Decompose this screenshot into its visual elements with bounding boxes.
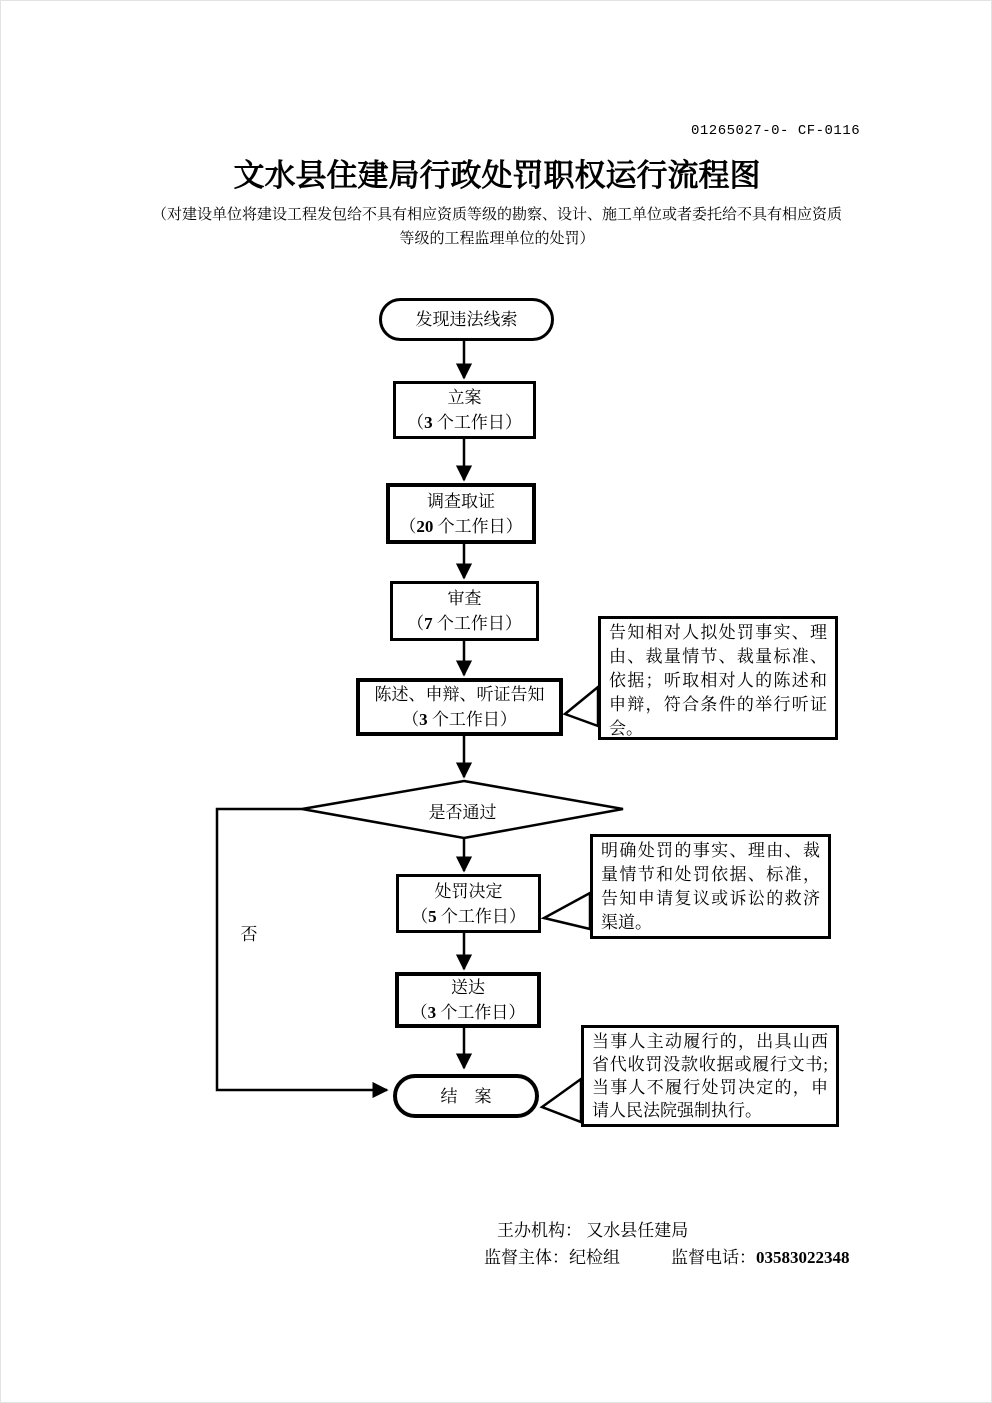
end-terminator bbox=[393, 1074, 539, 1118]
end-label: 结 案 bbox=[440, 1086, 492, 1106]
duration-close: 个工作日） bbox=[433, 516, 523, 536]
duration-open: （ bbox=[410, 1003, 428, 1022]
step-statement-notice-label: 陈述、申辩、听证告知 bbox=[374, 685, 545, 704]
page-title: 文水县住建局行政处罚职权运行流程图 bbox=[233, 158, 761, 193]
duration-open: （ bbox=[411, 906, 429, 926]
note-penalty-callout bbox=[590, 834, 831, 939]
callout-wedge-1 bbox=[565, 687, 598, 726]
step-investigation-duration bbox=[399, 514, 522, 539]
step-penalty-decision-label: 处罚决定 bbox=[434, 881, 503, 901]
start-label: 发现违法线索 bbox=[415, 310, 518, 329]
step-statement-notice-duration bbox=[402, 707, 517, 732]
duration-close: 个工作日） bbox=[432, 614, 522, 633]
duration-open: （ bbox=[407, 413, 425, 432]
decision-diamond-label: 是否通过 bbox=[428, 802, 497, 822]
note-closing-text: 当事人主动履行的，出具山西省代收罚没款收据或履行文书;当事人不履行处罚决定的，申请人民法院强制执行。 bbox=[592, 1032, 828, 1120]
step-penalty-decision-duration bbox=[411, 904, 526, 929]
duration-close: 个工作日） bbox=[432, 413, 522, 432]
note-closing-callout bbox=[581, 1025, 839, 1127]
step-review bbox=[390, 581, 539, 641]
duration-open: （ bbox=[407, 614, 425, 633]
note-penalty-text: 明确处罚的事实、理由、裁量情节和处罚依据、标准，告知申请复议或诉讼的救济渠道。 bbox=[601, 841, 820, 932]
duration-open: （ bbox=[399, 516, 417, 536]
step-delivery-label: 送达 bbox=[451, 978, 485, 997]
step-delivery bbox=[395, 972, 541, 1028]
step-penalty-decision bbox=[396, 874, 541, 933]
note-statement-text: 告知相对人拟处罚事实、理由、裁量情节、裁量标准、依据；听取相对人的陈述和申辩，符合条件的举行听证会。 bbox=[609, 623, 827, 738]
duration-open: （ bbox=[402, 710, 420, 729]
step-filing-duration bbox=[407, 410, 522, 435]
start-terminator bbox=[379, 298, 554, 341]
duration-days: 3 bbox=[419, 710, 428, 729]
duration-close: 个工作日） bbox=[436, 906, 526, 926]
step-investigation bbox=[386, 483, 536, 544]
duration-days: 5 bbox=[428, 906, 437, 926]
duration-days: 3 bbox=[427, 1003, 437, 1022]
step-investigation-label: 调查取证 bbox=[427, 491, 495, 511]
no-branch-connector bbox=[217, 809, 387, 1090]
duration-days: 20 bbox=[416, 516, 434, 536]
footer-supervision-label: 监督主体：纪检组 监督电话： bbox=[484, 1248, 756, 1267]
step-filing-label: 立案 bbox=[447, 388, 482, 407]
duration-days: 7 bbox=[424, 614, 433, 633]
page-subtitle: （对建设单位将建设工程发包给不具有相应资质等级的勘察、设计、施工单位或者委托给不具有相应资质等级的工程监理单位的处罚） bbox=[151, 207, 842, 247]
step-review-label: 审查 bbox=[447, 589, 482, 608]
step-delivery-duration bbox=[411, 1000, 526, 1025]
step-review-duration bbox=[407, 611, 522, 636]
step-statement-notice bbox=[356, 678, 563, 736]
callout-wedge-3 bbox=[542, 1079, 581, 1122]
duration-days: 3 bbox=[424, 413, 433, 432]
note-statement-callout bbox=[598, 616, 838, 740]
callout-wedge-2 bbox=[544, 893, 590, 929]
supervision-phone: 03583022348 bbox=[756, 1248, 850, 1267]
duration-close: 个工作日） bbox=[436, 1003, 526, 1022]
doc-number: 01265027-0- CF-0116 bbox=[691, 123, 861, 139]
footer-host-agency: 王办机构： 又水县任建局 bbox=[497, 1221, 689, 1240]
no-branch-label: 否 bbox=[240, 924, 258, 944]
duration-close: 个工作日） bbox=[427, 710, 517, 729]
step-filing bbox=[393, 381, 536, 439]
